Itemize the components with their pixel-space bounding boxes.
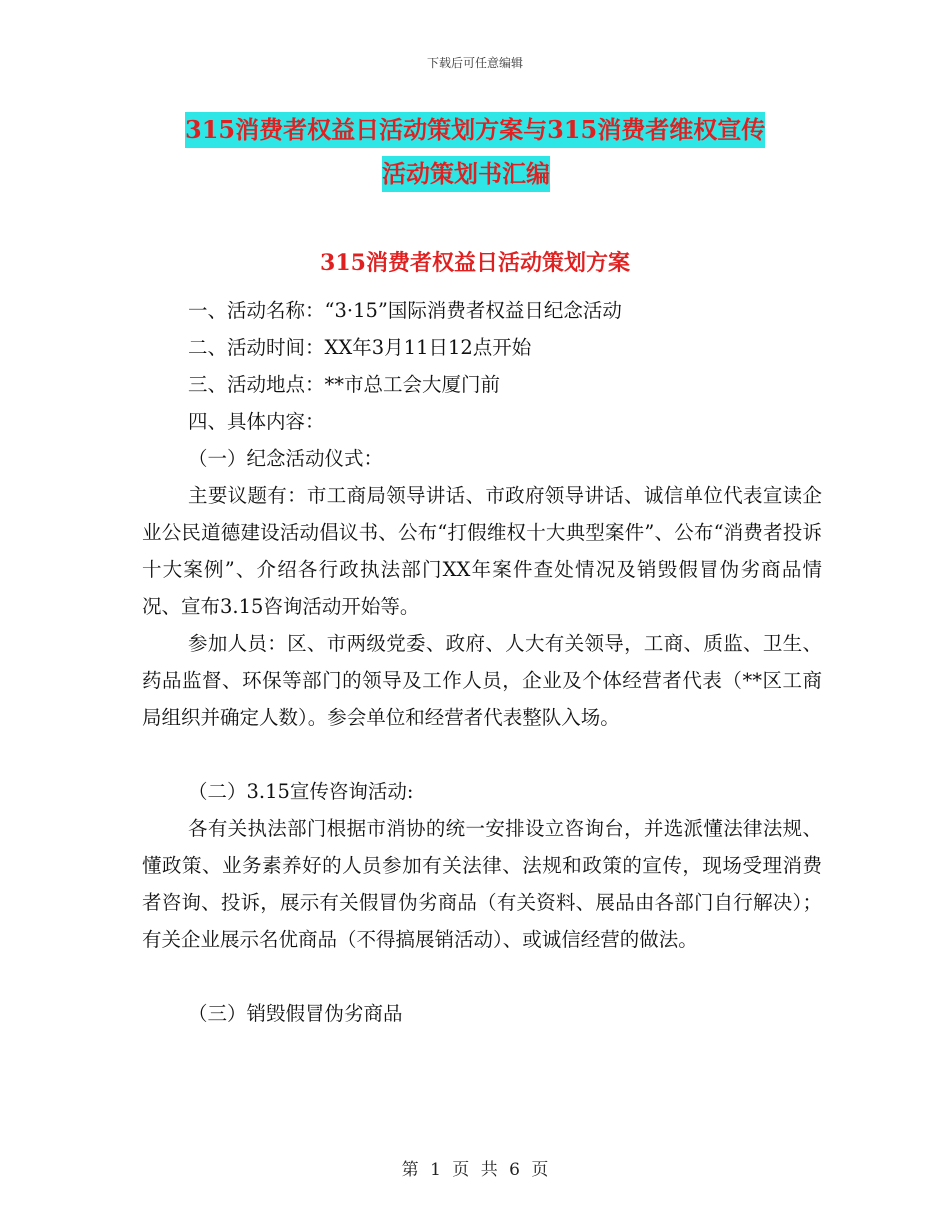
paragraph-participants: 参加人员：区、市两级党委、政府、人大有关领导，工商、质监、卫生、药品监督、环保等部门的领导及工作人员，企业及个体经营者代表（**区工商局组织并确定人数）。参会单位和经营者代表整队入场。 — [142, 632, 822, 729]
paragraph-destroy-heading: （三）销毁假冒伪劣商品 — [188, 1002, 403, 1025]
paragraph-activity-time: 二、活动时间：XX年3月11日12点开始 — [188, 336, 532, 359]
document-title-line-1: 315消费者权益日活动策划方案与315消费者维权宣传 — [185, 112, 765, 148]
header-note: 下载后可任意编辑 — [426, 56, 523, 70]
paragraph-activity-location: 三、活动地点：**市总工会大厦门前 — [188, 373, 501, 396]
paragraph-consulting-heading: （二）3.15宣传咨询活动: — [188, 780, 414, 803]
paragraph-consulting-details: 各有关执法部门根据市消协的统一安排设立咨询台，并选派懂法律法规、懂政策、业务素养好的人员参加有关法律、法规和政策的宣传，现场受理消费者咨询、投诉，展示有关假冒伪劣商品（有关资料、展品由各部门自行解决）；有关企业展示名优商品（不得搞展销活动）、或诚信经营的做法。 — [142, 817, 822, 951]
document-title-line-2: 活动策划书汇编 — [382, 156, 550, 192]
section-title: 315消费者权益日活动策划方案 — [320, 250, 630, 276]
paragraph-content-heading: 四、具体内容： — [188, 410, 325, 433]
paragraph-ceremony-heading: （一）纪念活动仪式： — [188, 447, 384, 470]
paragraph-main-topics: 主要议题有：市工商局领导讲话、市政府领导讲话、诚信单位代表宣读企业公民道德建设活动倡议书、公布“打假维权十大典型案件”、公布“消费者投诉十大案例”、介绍各行政执法部门XX年案件查处情况及销毁假冒伪劣商品情况、宣布3.15咨询活动开始等。 — [142, 484, 822, 618]
paragraph-activity-name: 一、活动名称：“3·15”国际消费者权益日纪念活动 — [188, 299, 622, 322]
page-footer: 第 1 页 共 6 页 — [401, 1160, 549, 1180]
